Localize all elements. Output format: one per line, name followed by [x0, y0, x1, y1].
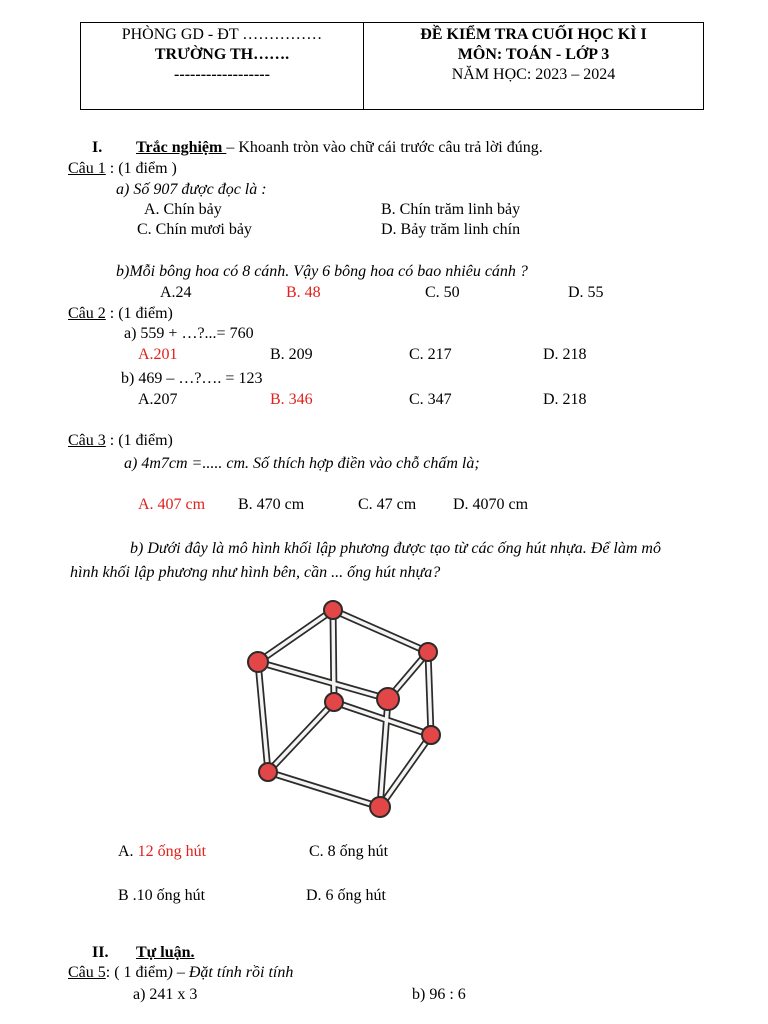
section1-number: I.: [92, 139, 103, 156]
joint: [248, 652, 268, 672]
straw-highlight: [333, 610, 334, 702]
q3a-option-a[interactable]: A. 407 cm: [138, 496, 206, 513]
header-table: [80, 22, 704, 110]
section2-number: II.: [92, 944, 109, 961]
q3a-option-c[interactable]: C. 47 cm: [358, 496, 417, 513]
q1a-option-a[interactable]: A. Chín bảy: [144, 201, 222, 218]
q3b-option-a-letter: A.: [118, 843, 138, 860]
joint: [370, 797, 390, 817]
q2b-option-d[interactable]: D. 218: [543, 391, 587, 408]
q3b-option-a[interactable]: [118, 842, 206, 862]
q1-label: Câu 1: [68, 160, 106, 177]
straw-highlight: [258, 610, 333, 662]
section1-title: Trắc nghiệm: [136, 139, 227, 156]
exam-title: ĐỀ KIỂM TRA CUỐI HỌC KÌ I: [420, 26, 647, 43]
q2a-option-c[interactable]: C. 217: [409, 346, 452, 363]
q1b-option-d[interactable]: D. 55: [568, 284, 604, 301]
q5-points: : ( 1 điểm: [105, 964, 168, 981]
straw-highlight: [258, 662, 388, 699]
q3a-option-b[interactable]: B. 470 cm: [238, 496, 305, 513]
exam-subject: MÔN: TOÁN - LỚP 3: [457, 46, 610, 63]
school-year: NĂM HỌC: 2023 – 2024: [451, 66, 616, 83]
q1a-option-b[interactable]: B. Chín trăm linh bảy: [381, 201, 521, 218]
q1-points: : (1 điểm ): [105, 160, 177, 177]
q1a-question: a) Số 907 được đọc là :: [116, 181, 267, 198]
header-right-cell: [364, 23, 703, 109]
q3b-option-b[interactable]: B .10 ống hút: [118, 887, 206, 904]
joint: [377, 688, 399, 710]
q5-label: Câu 5: [68, 964, 106, 981]
q2b-option-b[interactable]: B. 346: [270, 391, 313, 408]
q2b-option-a[interactable]: A.207: [138, 391, 178, 408]
q3b-option-a-text: 12 ống hút: [137, 843, 207, 860]
q3-heading: [68, 431, 173, 451]
q3b-question-line1: b) Dưới đây là mô hình khối lập phương được tạo từ các ống hút nhựa. Để làm mô: [130, 540, 661, 557]
q1a-option-d[interactable]: D. Bảy trăm linh chín: [381, 221, 521, 238]
q3a-question: a) 4m7cm =..... cm. Số thích hợp điền vào chỗ chấm là;: [124, 455, 480, 472]
q2b-option-c[interactable]: C. 347: [409, 391, 452, 408]
q3b-option-c[interactable]: C. 8 ống hút: [309, 843, 389, 860]
q1b-option-a[interactable]: A.24: [160, 284, 192, 301]
q3a-option-d[interactable]: D. 4070 cm: [453, 496, 529, 513]
joint: [324, 601, 342, 619]
q2-heading: [68, 304, 173, 324]
department-name: PHÒNG GD - ĐT ……………: [121, 26, 323, 43]
cube-straw-model: [238, 592, 458, 822]
header-divider-dashes: ------------------: [174, 66, 270, 83]
q1b-option-b[interactable]: B. 48: [286, 284, 321, 301]
section1-heading: [136, 138, 543, 158]
section2-title: Tự luận.: [136, 944, 195, 961]
q2a-option-d[interactable]: D. 218: [543, 346, 587, 363]
joint: [422, 726, 440, 744]
joint: [325, 693, 343, 711]
q1b-option-c[interactable]: C. 50: [425, 284, 460, 301]
q1a-option-c[interactable]: C. Chín mươi bảy: [137, 221, 252, 238]
q5-part-a: a) 241 x 3: [133, 986, 198, 1003]
q2a-question: a) 559 + …?...= 760: [124, 325, 254, 342]
q3b-option-d[interactable]: D. 6 ống hút: [306, 887, 386, 904]
q2-points: : (1 điểm): [105, 305, 173, 322]
q3-label: Câu 3: [68, 432, 106, 449]
q2-label: Câu 2: [68, 305, 106, 322]
q1-heading: [68, 159, 177, 179]
school-name: TRƯỜNG TH…….: [154, 46, 290, 63]
header-left-cell: [81, 23, 364, 109]
q2a-option-a[interactable]: A.201: [138, 346, 178, 363]
q5-heading: [68, 963, 293, 983]
straw-highlight: [268, 702, 334, 772]
q5-instruction: ) – Đặt tính rồi tính: [167, 964, 294, 981]
joint: [259, 763, 277, 781]
q1b-question: b)Mỗi bông hoa có 8 cánh. Vậy 6 bông hoa có bao nhiêu cánh ?: [116, 263, 528, 280]
q2a-option-b[interactable]: B. 209: [270, 346, 313, 363]
section1-instruction: – Khoanh tròn vào chữ cái trước câu trả lời đúng.: [226, 139, 543, 156]
q3-points: : (1 điểm): [105, 432, 173, 449]
joint: [419, 643, 437, 661]
q5-part-b: b) 96 : 6: [412, 986, 466, 1003]
q2b-question: b) 469 – …?…. = 123: [121, 370, 263, 387]
straw-highlight: [333, 610, 428, 652]
q3b-question-line2: hình khối lập phương như hình bên, cần ... ống hút nhựa?: [70, 564, 441, 581]
straw-highlight: [268, 772, 380, 807]
